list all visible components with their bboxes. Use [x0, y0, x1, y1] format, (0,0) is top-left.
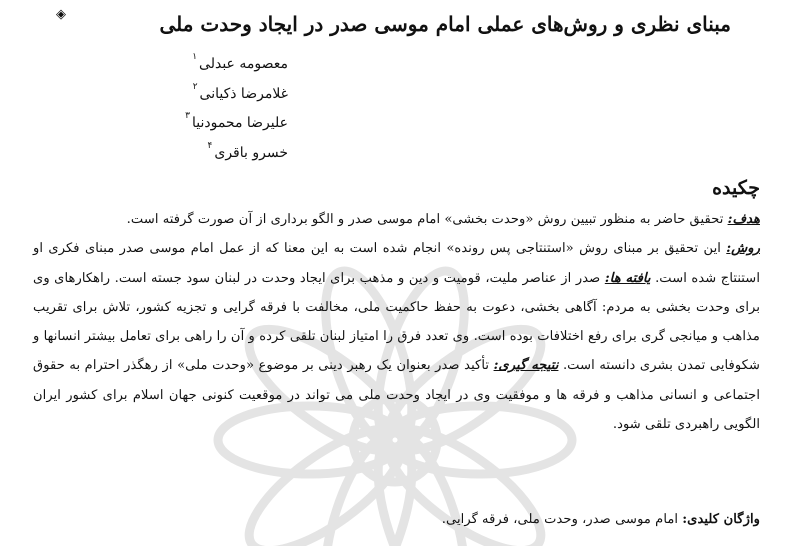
keywords-text: امام موسی صدر، وحدت ملی، فرقه گرایی. [441, 512, 683, 527]
author-item [138, 50, 288, 80]
author-footnote-mark: ۳ [185, 111, 190, 121]
conclusion-label: نتیجه گیری: [493, 358, 559, 374]
findings-label: یافته ها: [604, 270, 651, 286]
author-item [138, 139, 288, 169]
author-name: غلامرضا ذکیانی [199, 85, 288, 102]
keywords-label: واژگان کلیدی: [682, 512, 760, 527]
goal-text: تحقیق حاضر به منظور تبیین روش «وحدت بخشی» امام موسی صدر و الگو برداری از آن صورت گرفته است. [126, 212, 728, 227]
author-footnote-mark: ۲ [192, 81, 198, 92]
method-text: این تحقیق بر مبنای روش «استنتاجی پس رونده» انجام شده است به این معنا که از عمل امام موسی صدر مبنای فکری او استنتاج شده است. [33, 241, 760, 286]
article-title: مبنای نظری و روش‌های عملی امام موسی صدر در ایجاد وحدت ملی [159, 12, 731, 36]
author-item [138, 109, 288, 139]
abstract-heading: چکیده [712, 177, 760, 199]
author-footnote-mark: ۱ [192, 52, 198, 62]
author-name: معصومه عبدلی [199, 56, 288, 72]
author-footnote-mark: ۴ [207, 140, 213, 151]
author-name: علیرضا محمودنیا [191, 115, 288, 131]
author-item [138, 80, 288, 110]
keywords-line [442, 508, 760, 532]
conclusion-text: تأکید صدر بعنوان یک رهبر دینی بر موضوع «وحدت ملی» از رهگذر احترام به حقوق اجتماعی و انسانی مذاهب و فرقه ها و موفقیت وی در ایجاد وحدت ملی می تواند در موقعیت کنونی جهان اسلام برای کشور ایران الگویی راهبردی تلقی شود. [33, 358, 760, 433]
diamond-icon: ◈ [56, 7, 66, 22]
findings-text: صدر از عناصر ملیت، قومیت و دین و مذهب برای ایجاد وحدت در لبنان سود جسته است. راهکارهای وی برای وحدت بخشی به مردم: آگاهی بخشی، دعوت به حفظ حاکمیت ملی، مخالفت با فرقه گرایی و تجزیه کشور، تلاش برای تقریب مذاهب و میانجی گری برای رفع اختلافات بوده است. وی تعدد فرق را امتیاز لبنان تلقی کرده و آن را راهی برای تعامل بیشتر انسانها و شکوفایی تمدن بشری دانسته است. [33, 270, 761, 374]
author-name: خسرو باقری [214, 144, 288, 161]
goal-label: هدف: [727, 212, 760, 227]
method-label: روش: [726, 241, 760, 257]
author-list [138, 50, 288, 168]
abstract-body [33, 205, 760, 439]
